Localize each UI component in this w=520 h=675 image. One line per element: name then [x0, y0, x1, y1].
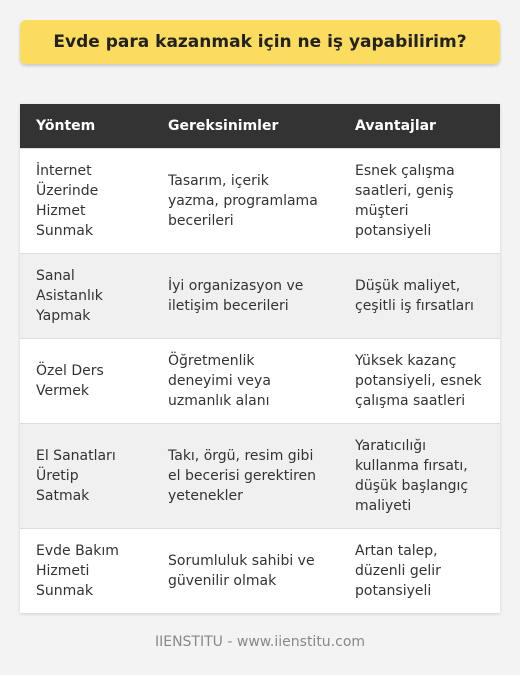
cell-method: Sanal Asistanlık Yapmak: [20, 254, 152, 339]
cell-method: İnternet Üzerinde Hizmet Sunmak: [20, 149, 152, 254]
table-row: [20, 149, 500, 254]
methods-table: [20, 104, 500, 613]
cell-requirements: Tasarım, içerik yazma, programlama becerileri: [152, 149, 339, 254]
footer-credit: IIENSTITU - www.iienstitu.com: [154, 634, 366, 650]
cell-advantages: Yaratıcılığı kullanma fırsatı, düşük başlangıç maliyeti: [339, 424, 500, 529]
page-title: Evde para kazanmak için ne iş yapabilirim?: [20, 20, 500, 64]
cell-method: El Sanatları Üretip Satmak: [20, 424, 152, 529]
cell-requirements: Takı, örgü, resim gibi el becerisi gerektiren yetenekler: [152, 424, 339, 529]
cell-requirements: Öğretmenlik deneyimi veya uzmanlık alanı: [152, 339, 339, 424]
header-requirements: Gereksinimler: [152, 104, 339, 149]
cell-requirements: Sorumluluk sahibi ve güvenilir olmak: [152, 529, 339, 614]
cell-method: Özel Ders Vermek: [20, 339, 152, 424]
table-row: [20, 529, 500, 614]
table-header-row: [20, 104, 500, 149]
cell-advantages: Yüksek kazanç potansiyeli, esnek çalışma saatleri: [339, 339, 500, 424]
cell-advantages: Artan talep, düzenli gelir potansiyeli: [339, 529, 500, 614]
table-row: [20, 339, 500, 424]
table-row: [20, 424, 500, 529]
cell-advantages: Esnek çalışma saatleri, geniş müşteri potansiyeli: [339, 149, 500, 254]
table-row: [20, 254, 500, 339]
cell-method: Evde Bakım Hizmeti Sunmak: [20, 529, 152, 614]
cell-advantages: Düşük maliyet, çeşitli iş fırsatları: [339, 254, 500, 339]
cell-requirements: İyi organizasyon ve iletişim becerileri: [152, 254, 339, 339]
header-advantages: Avantajlar: [339, 104, 500, 149]
header-method: Yöntem: [20, 104, 152, 149]
